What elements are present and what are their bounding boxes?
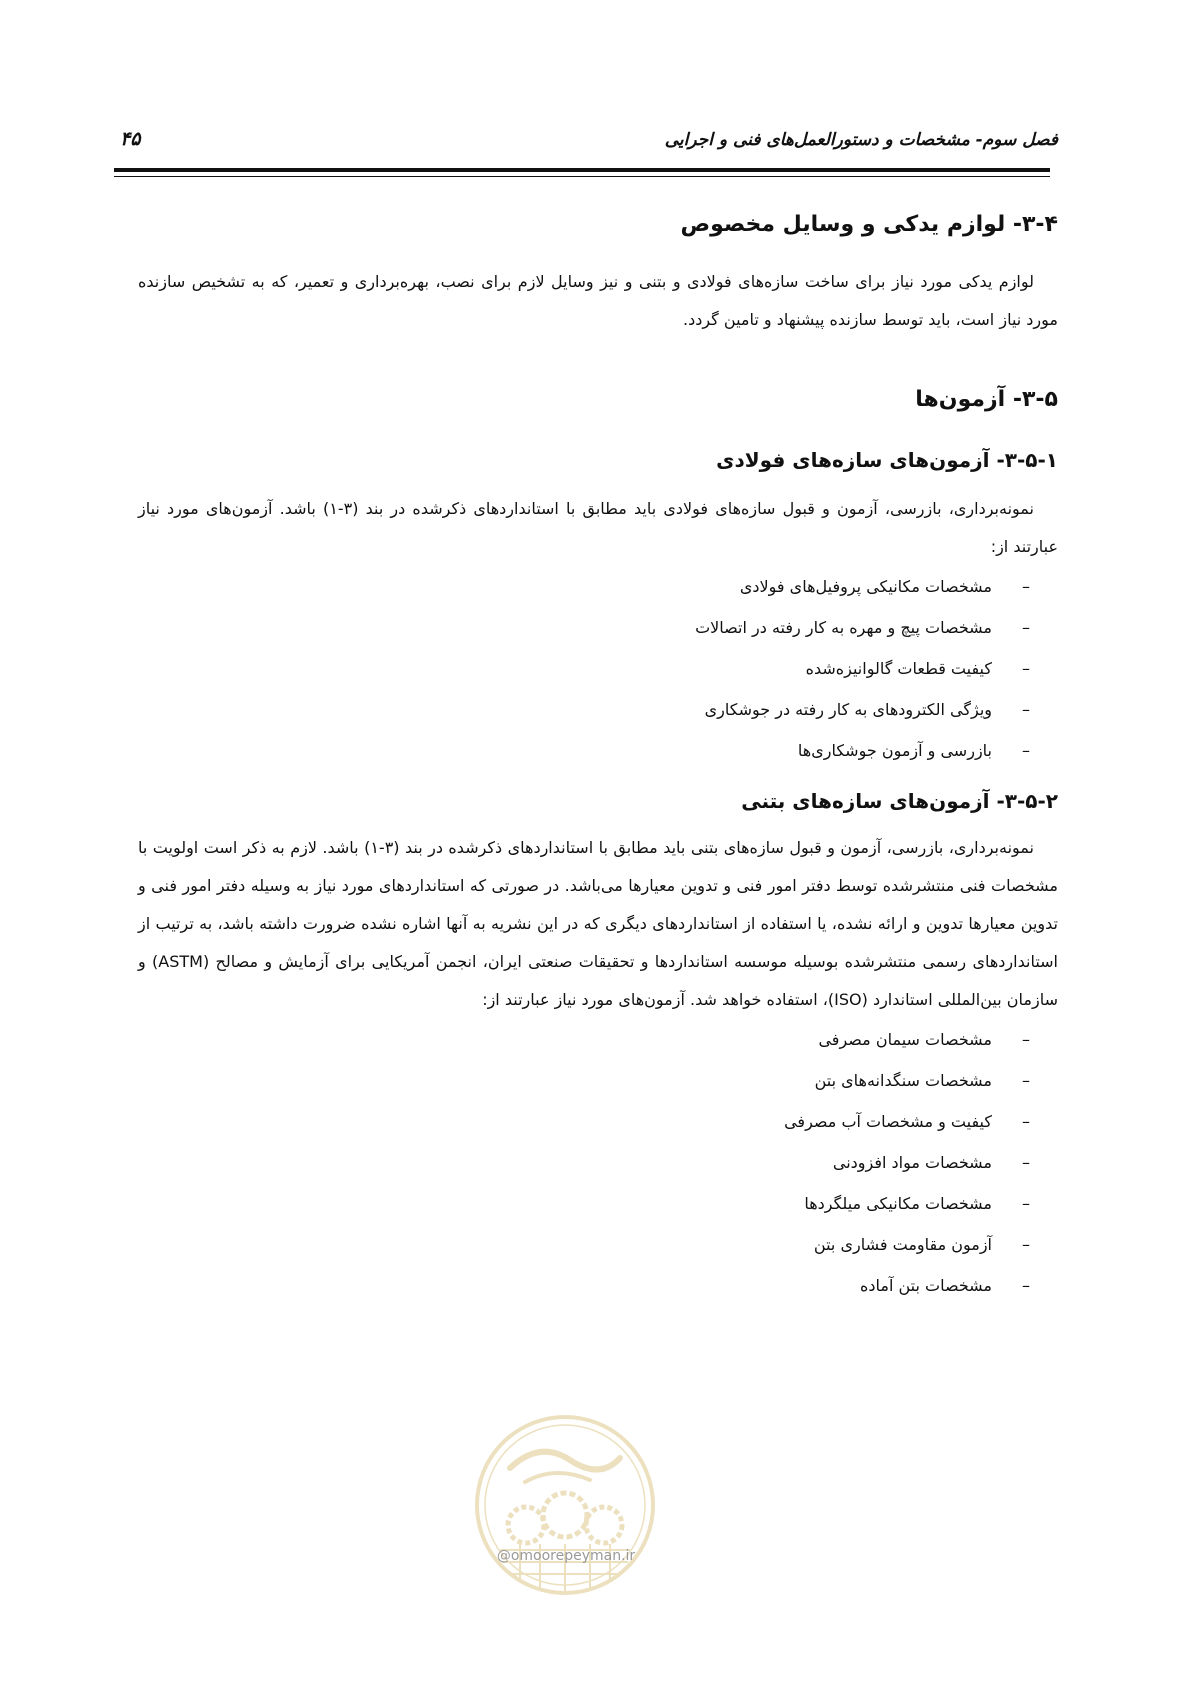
list-dash: – [1022, 1153, 1030, 1172]
section-heading-3-5-2: ۳-۵-۲- آزمون‌های سازه‌های بتنی [741, 789, 1058, 813]
list-dash: – [1022, 700, 1030, 719]
page-content [138, 212, 1058, 1306]
list-item-text: مشخصات مکانیکی پروفیل‌های فولادی [739, 577, 992, 596]
header-rule-thick [114, 168, 1050, 172]
list-item-text: آزمون مقاومت فشاری بتن [813, 1235, 992, 1254]
steel-tests-list [138, 566, 1058, 771]
section-3-5-1-paragraph: نمونه‌برداری، بازرسی، آزمون و قبول سازه‌های فولادی باید مطابق با استانداردهای ذکرشده در بند (۳-۱) باشد. آزمون‌های مورد نیاز عبارتند از: [138, 499, 1058, 556]
list-dash: – [1022, 1194, 1030, 1213]
concrete-tests-list [138, 1019, 1058, 1306]
header-rule-thin [114, 176, 1050, 177]
running-title: فصل سوم- مشخصات و دستورالعمل‌های فنی و اجرایی [664, 130, 1058, 150]
section-heading-3-5: ۳-۵- آزمون‌ها [915, 387, 1058, 412]
list-item-text: مشخصات سیمان مصرفی [818, 1030, 992, 1049]
list-item-text: کیفیت و مشخصات آب مصرفی [784, 1112, 992, 1131]
list-item [138, 648, 1030, 689]
list-dash: – [1022, 618, 1030, 637]
list-dash: – [1022, 1276, 1030, 1295]
list-item-text: کیفیت قطعات گالوانیزه‌شده [805, 659, 992, 678]
list-item [138, 1224, 1030, 1265]
list-item [138, 1183, 1030, 1224]
page-number: ۴۵ [120, 128, 141, 150]
watermark-caption: @omoorepeyman.ir [496, 1548, 636, 1564]
list-item [138, 566, 1030, 607]
list-dash: – [1022, 659, 1030, 678]
list-item-text: ویژگی الکترودهای به کار رفته در جوشکاری [704, 700, 992, 719]
list-dash: – [1022, 1030, 1030, 1049]
list-dash: – [1022, 577, 1030, 596]
list-item [138, 1142, 1030, 1183]
watermark-logo [470, 1380, 660, 1630]
section-heading-3-4: ۳-۴- لوازم یدکی و وسایل مخصوص [680, 212, 1058, 237]
list-item [138, 730, 1030, 771]
list-dash: – [1022, 1071, 1030, 1090]
list-item [138, 1265, 1030, 1306]
list-item-text: مشخصات مکانیکی میلگردها [804, 1194, 992, 1213]
list-dash: – [1022, 1235, 1030, 1254]
list-item [138, 607, 1030, 648]
list-item [138, 1019, 1030, 1060]
section-3-5-2-paragraph: نمونه‌برداری، بازرسی، آزمون و قبول سازه‌های بتنی باید مطابق با استانداردهای ذکرشده در بند (۳-۱) باشد. لازم به ذکر است اولویت با مشخصات فنی منتشرشده توسط دفتر امور فنی و تدوین معیارها می‌باشد. در صورتی که استانداردهای مورد نیاز به وسیله دفتر امور فنی و تدوین معیارها تدوین و ارائه نشده، یا استفاده از استانداردهای دیگری که در این نشریه به آنها اشاره نشده ضرورت داشته باشد، به ترتیب از استانداردهای رسمی منتشرشده بوسیله موسسه استانداردها و تحقیقات صنعتی ایران، انجمن آمریکایی برای آزمایش و مصالح (ASTM) و سازمان بین‌المللی استاندارد (ISO)، استفاده خواهد شد. آزمون‌های مورد نیاز عبارتند از: [138, 838, 1059, 1009]
list-item-text: مشخصات سنگدانه‌های بتن [814, 1071, 992, 1090]
list-dash: – [1022, 741, 1030, 760]
list-dash: – [1022, 1112, 1030, 1131]
list-item-text: مشخصات بتن آماده [859, 1276, 992, 1295]
list-item-text: مشخصات پیچ و مهره به کار رفته در اتصالات [695, 618, 992, 637]
section-3-4-paragraph: لوازم یدکی مورد نیاز برای ساخت سازه‌های فولادی و بتنی و نیز وسایل لازم برای نصب، بهره‌برداری و تعمیر، که به تشخیص سازنده مورد نیاز است، باید توسط سازنده پیشنهاد و تامین گردد. [138, 272, 1058, 329]
list-item [138, 689, 1030, 730]
list-item-text: بازرسی و آزمون جوشکاری‌ها [797, 741, 992, 760]
list-item-text: مشخصات مواد افزودنی [832, 1153, 992, 1172]
section-heading-3-5-1: ۳-۵-۱- آزمون‌های سازه‌های فولادی [716, 448, 1058, 472]
list-item [138, 1060, 1030, 1101]
list-item [138, 1101, 1030, 1142]
